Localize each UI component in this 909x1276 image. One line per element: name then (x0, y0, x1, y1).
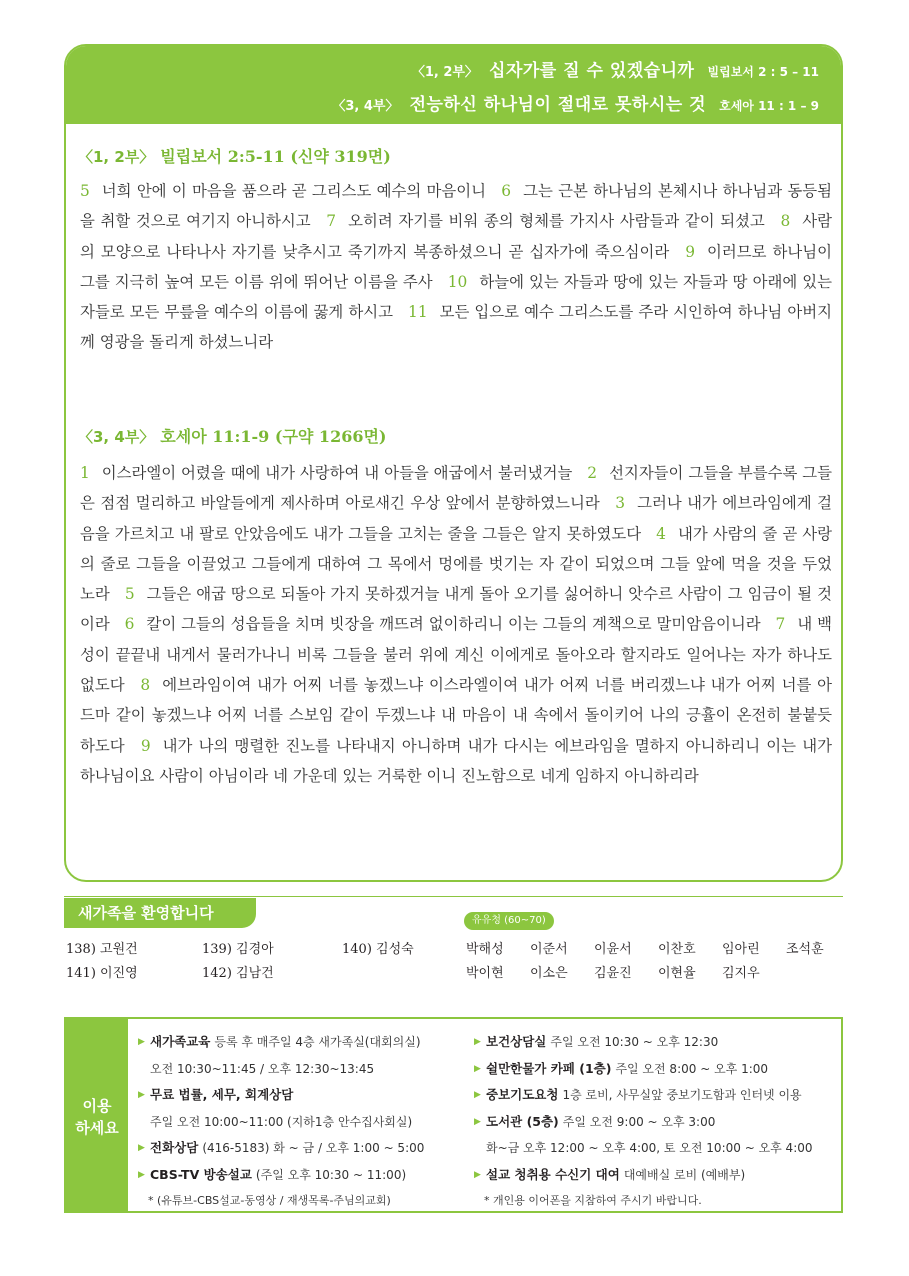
info-note: * 개인용 이어폰을 지참하여 주시기 바랍니다. (484, 1194, 702, 1207)
reading-body-2 (80, 458, 832, 791)
verse-number: 1 (80, 464, 90, 482)
reading-title-2 (78, 424, 387, 447)
info-item-label: 도서관 (5층) (486, 1113, 559, 1129)
info-item-new-family-education (138, 1029, 424, 1056)
verse-text: 내 백성이 끝끝내 내게서 물러가나니 비록 그들을 불러 위에 계신 이에게로 돌아오라 할지라도 일어나는 자가 하나도 없도다 (80, 615, 832, 695)
info-side-label-line: 하세요 (75, 1119, 119, 1137)
reading-part: 〈3, 4부〉 (78, 428, 155, 446)
triangle-bullet-icon: ▶ (474, 1063, 481, 1074)
reading-reference: 호세아 11:1-9 (구약 1266면) (160, 427, 387, 446)
reading-part: 〈1, 2부〉 (78, 148, 155, 166)
info-side-label (66, 1019, 128, 1211)
child-name: 이현율 (658, 966, 696, 981)
welcome-divider (64, 896, 843, 897)
sermon-line-1 (66, 54, 819, 88)
info-item-cbs-tv (138, 1162, 424, 1189)
info-item-text: 대예배실 로비 (예배부) (623, 1167, 746, 1182)
verse-number: 10 (447, 272, 468, 291)
verse-number: 2 (587, 464, 598, 482)
info-item-text: (주일 오후 10:30 ~ 11:00) (255, 1167, 407, 1182)
verse-text: 그러나 내가 에브라임에게 걸음을 가르치고 내 팔로 안았음에도 내가 그들을 고치는 줄을 그들은 알지 못하였도다 (80, 494, 832, 543)
info-item-text: 등록 후 매주일 4층 새가족실(대회의실) (214, 1035, 421, 1049)
new-family-entry: 142) 김남건 (202, 966, 274, 981)
preschool-badge: 유유청 (60~70) (464, 912, 554, 930)
info-item-detail: 화~금 오후 12:00 ~ 오후 4:00, 토 오전 10:00 ~ 오후 4:00 (486, 1141, 813, 1155)
child-name: 임아린 (722, 942, 760, 957)
sermon-line-2 (66, 88, 819, 122)
verse-text: 이스라엘이 어렸을 때에 내가 사랑하여 내 아들을 애굽에서 불러냈거늘 (101, 464, 573, 482)
info-column-right (474, 1029, 813, 1215)
info-item-label: CBS-TV 방송설교 (150, 1166, 252, 1182)
verse-text: 에브라임이여 내가 어찌 너를 놓겠느냐 이스라엘이여 내가 어찌 너를 버리겠느냐 내가 어찌 너를 아드마 같이 놓겠느냐 어찌 너를 스보임 같이 두겠느냐 내 마음이 내 속에서 돌이키어 나의 긍휼이 온전히 불붙듯 하도다 (80, 676, 832, 755)
new-family-entry: 141) 이진영 (66, 966, 138, 981)
info-item-text: 주일 오전 8:00 ~ 오후 1:00 (615, 1061, 769, 1076)
verse-text: 그들은 애굽 땅으로 되돌아 가지 못하겠거늘 내게 돌아 오기를 싫어하니 앗수르 사람이 그 임금이 될 것이라 (80, 585, 832, 634)
verse-text: 너희 안에 이 마음을 품으라 곧 그리스도 예수의 마음이니 (101, 182, 486, 200)
service-part: 〈3, 4부〉 (332, 99, 399, 114)
info-item-cafe (474, 1056, 813, 1083)
verse-number: 8 (780, 212, 791, 231)
child-name: 이준서 (530, 942, 568, 957)
verse-number: 11 (408, 303, 428, 322)
info-item-health-room (474, 1029, 813, 1056)
child-name: 이윤서 (594, 942, 632, 957)
verse-number: 7 (775, 615, 786, 634)
verse-text: 오히려 자기를 비워 종의 형체를 가지사 사람들과 같이 되셨고 (348, 212, 765, 231)
info-item-text: (416-5183) 화 ~ 금 / 오후 1:00 ~ 5:00 (202, 1141, 425, 1155)
verse-number: 6 (124, 615, 135, 634)
child-name: 조석훈 (786, 942, 824, 957)
verse-number: 3 (615, 494, 626, 513)
verse-text: 내가 나의 맹렬한 진노를 나타내지 아니하며 내가 다시는 에브라임을 멸하지 아니하리니 이는 내가 하나님이요 사람이 아님이라 네 가운데 있는 거룩한 이니 진노함으로 네게 임하지 아니하리라 (80, 736, 832, 785)
info-panel (64, 1017, 843, 1213)
info-item-label: 전화상담 (150, 1140, 199, 1155)
info-item-detail: 주일 오전 10:00~11:00 (지하1층 안수집사회실) (150, 1114, 413, 1129)
verse-text: 그는 근본 하나님의 본체시나 하나님과 동등됨을 취할 것으로 여기지 아니하시고 (80, 182, 832, 231)
triangle-bullet-icon: ▶ (474, 1090, 481, 1100)
info-item-text: 1층 로비, 사무실앞 중보기도함과 인터넷 이용 (562, 1088, 802, 1102)
child-name: 박이현 (466, 966, 504, 981)
verse-number: 5 (124, 585, 135, 604)
info-item-free-consulting (138, 1082, 424, 1109)
child-name: 박해성 (466, 942, 504, 957)
info-item-receiver-rental (474, 1162, 813, 1189)
info-item-phone-counseling (138, 1135, 424, 1162)
verse-text: 사람의 모양으로 나타나사 자기를 낮추시고 죽기까지 복종하셨으니 곧 십자가에 죽으심이라 (80, 212, 832, 261)
welcome-title: 새가족을 환영합니다 (64, 898, 256, 928)
verse-number: 9 (685, 242, 696, 261)
info-item-prayer-request (474, 1082, 813, 1109)
new-family-entry: 140) 김성숙 (342, 942, 414, 957)
reading-title-1 (78, 144, 391, 167)
info-item-label: 설교 청취용 수신기 대여 (486, 1166, 620, 1182)
child-name: 김윤진 (594, 966, 632, 981)
info-item-label: 무료 법률, 세무, 회계상담 (150, 1087, 294, 1102)
verse-text: 칼이 그들의 성읍들을 치며 빗장을 깨뜨려 없이하리니 이는 그들의 계책으로 말미암음이니라 (146, 615, 761, 634)
verse-number: 4 (656, 524, 666, 543)
reading-reference: 빌립보서 2:5-11 (신약 319면) (160, 147, 391, 166)
verse-text: 선지자들이 그들을 부를수록 그들은 점점 멀리하고 바알들에게 제사하며 아로새긴 우상 앞에서 분향하였느니라 (80, 464, 832, 513)
info-item-detail: 오전 10:30~11:45 / 오후 12:30~13:45 (150, 1061, 375, 1076)
triangle-bullet-icon: ▶ (474, 1116, 481, 1127)
info-item-text: 주일 오전 10:30 ~ 오후 12:30 (550, 1035, 719, 1049)
info-note: * (유튜브-CBS설교-동영상 / 재생목록-주님의교회) (148, 1194, 391, 1207)
scripture-ref: 호세아 11 : 1 – 9 (719, 99, 819, 113)
sermon-title: 십자가를 질 수 있겠습니까 (489, 61, 695, 81)
info-item-label: 보건상담실 (486, 1034, 547, 1049)
triangle-bullet-icon: ▶ (474, 1169, 481, 1180)
triangle-bullet-icon: ▶ (474, 1037, 481, 1047)
verse-number: 6 (501, 182, 512, 200)
service-part: 〈1, 2부〉 (411, 65, 478, 80)
child-name: 김지우 (722, 966, 760, 981)
info-side-label-line: 이용 (82, 1097, 112, 1115)
new-family-entry: 138) 고원건 (66, 942, 138, 957)
info-item-text: 주일 오전 9:00 ~ 오후 3:00 (562, 1114, 716, 1129)
info-item-label: 새가족교육 (150, 1034, 211, 1049)
triangle-bullet-icon: ▶ (138, 1037, 145, 1047)
new-family-entry: 139) 김경아 (202, 942, 274, 957)
triangle-bullet-icon: ▶ (138, 1090, 145, 1100)
verse-number: 7 (326, 212, 337, 231)
verse-number: 5 (80, 182, 90, 200)
verse-text: 이러므로 하나님이 그를 지극히 높여 모든 이름 위에 뛰어난 이름을 주사 (80, 242, 832, 291)
triangle-bullet-icon: ▶ (138, 1143, 145, 1153)
sermon-title: 전능하신 하나님이 절대로 못하시는 것 (409, 95, 707, 115)
info-item-label: 쉴만한물가 카페 (1층) (486, 1060, 612, 1076)
child-name: 이소은 (530, 966, 568, 981)
reading-body-1 (80, 176, 832, 358)
child-name: 이찬호 (658, 942, 696, 957)
info-item-label: 중보기도요청 (486, 1087, 559, 1102)
verse-text: 하늘에 있는 자들과 땅에 있는 자들과 땅 아래에 있는 자들로 모든 무릎을 예수의 이름에 꿇게 하시고 (80, 272, 832, 322)
scripture-ref: 빌립보서 2 : 5 – 11 (707, 65, 819, 79)
verse-text: 내가 사람의 줄 곧 사랑의 줄로 그들을 이끌었고 그들에게 대하여 그 목에서 멍에를 벗기는 자 같이 되었으며 그들 앞에 먹을 것을 두었노라 (80, 524, 832, 604)
triangle-bullet-icon: ▶ (138, 1169, 145, 1180)
sermon-header (66, 46, 841, 124)
scripture-panel (64, 44, 843, 882)
verse-number: 9 (140, 736, 151, 755)
verse-number: 8 (140, 676, 151, 695)
info-column-left (138, 1029, 424, 1215)
info-item-library (474, 1109, 813, 1136)
verse-text: 모든 입으로 예수 그리스도를 주라 시인하여 하나님 아버지께 영광을 돌리게 하셨느니라 (80, 303, 832, 352)
